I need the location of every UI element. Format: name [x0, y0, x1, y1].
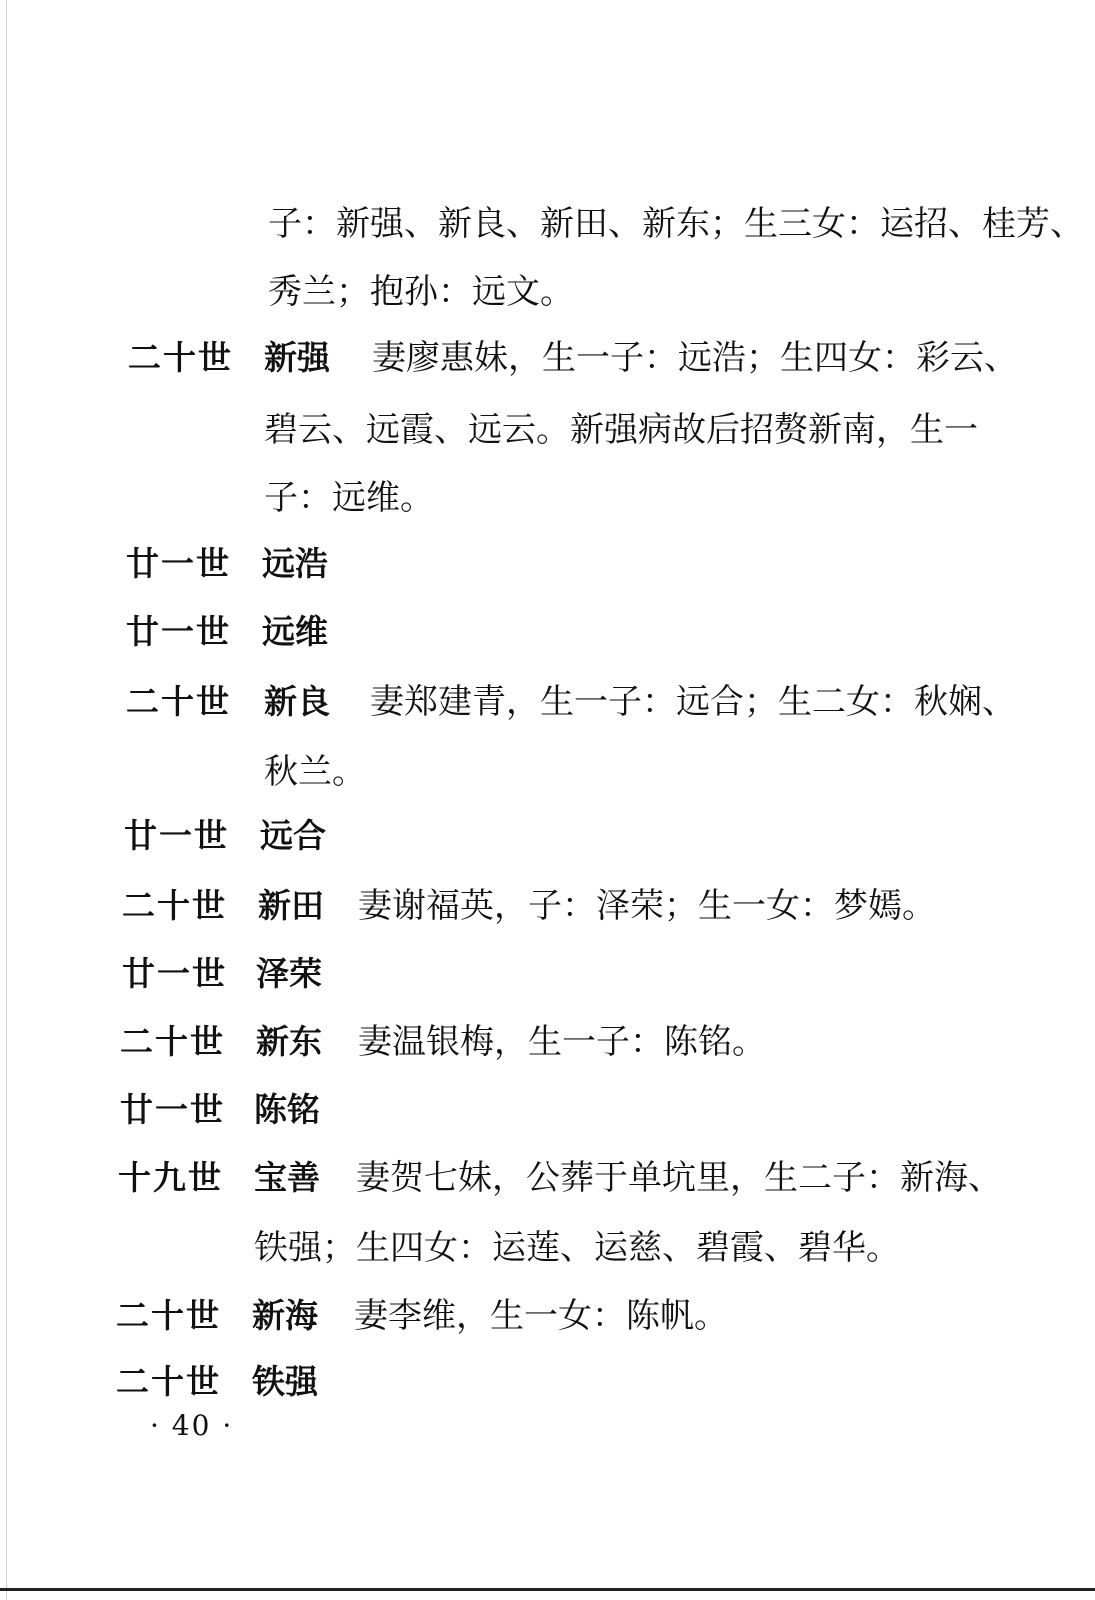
generation-label: 二十世 — [116, 1362, 221, 1401]
generation-label: 廿一世 — [126, 544, 231, 583]
person-name: 新良 — [264, 682, 330, 721]
description-continuation: 秋兰。 — [264, 752, 366, 792]
page-number: · 40 · — [150, 1409, 234, 1442]
generation-label: 廿一世 — [120, 1090, 225, 1129]
page-bottom-border — [0, 1588, 1095, 1591]
person-description: 妻廖惠妹，生一子：远浩；生四女：彩云、 — [372, 338, 1018, 378]
generation-label: 二十世 — [126, 682, 231, 721]
generation-label: 廿一世 — [124, 816, 229, 855]
generation-label: 廿一世 — [122, 954, 227, 993]
person-name: 陈铭 — [254, 1090, 320, 1129]
person-name: 远维 — [262, 612, 328, 651]
person-description: 妻李维，生一女：陈帆。 — [354, 1296, 728, 1336]
person-description: 妻谢福英，子：泽荣；生一女：梦嫣。 — [358, 886, 936, 926]
person-description: 妻贺七妹，公葬于单坑里，生二子：新海、 — [356, 1158, 1002, 1198]
person-name: 新东 — [256, 1022, 322, 1061]
scan-edge-line — [6, 0, 7, 1600]
person-description: 妻温银梅，生一子：陈铭。 — [358, 1022, 766, 1062]
person-name: 新强 — [264, 338, 330, 377]
person-name: 新田 — [258, 886, 324, 925]
description-continuation: 铁强；生四女：运莲、运慈、碧霞、碧华。 — [254, 1228, 900, 1268]
continued-line-2: 秀兰；抱孙：远文。 — [268, 272, 574, 312]
person-name: 泽荣 — [256, 954, 322, 993]
person-description: 妻郑建青，生一子：远合；生二女：秋娴、 — [370, 682, 1016, 722]
description-continuation: 子：远维。 — [264, 478, 434, 518]
person-name: 远浩 — [262, 544, 328, 583]
generation-label: 二十世 — [116, 1296, 221, 1335]
generation-label: 二十世 — [120, 1022, 225, 1061]
person-name: 远合 — [260, 816, 326, 855]
generation-label: 二十世 — [122, 886, 227, 925]
generation-label: 十九世 — [118, 1158, 223, 1197]
generation-label: 廿一世 — [126, 612, 231, 651]
continued-line-1: 子：新强、新良、新田、新东；生三女：运招、桂芳、 — [268, 204, 1084, 244]
generation-label: 二十世 — [128, 338, 233, 377]
person-name: 新海 — [252, 1296, 318, 1335]
person-name: 铁强 — [252, 1362, 318, 1401]
person-name: 宝善 — [254, 1158, 320, 1197]
description-continuation: 碧云、远霞、远云。新强病故后招赘新南，生一 — [264, 410, 978, 450]
